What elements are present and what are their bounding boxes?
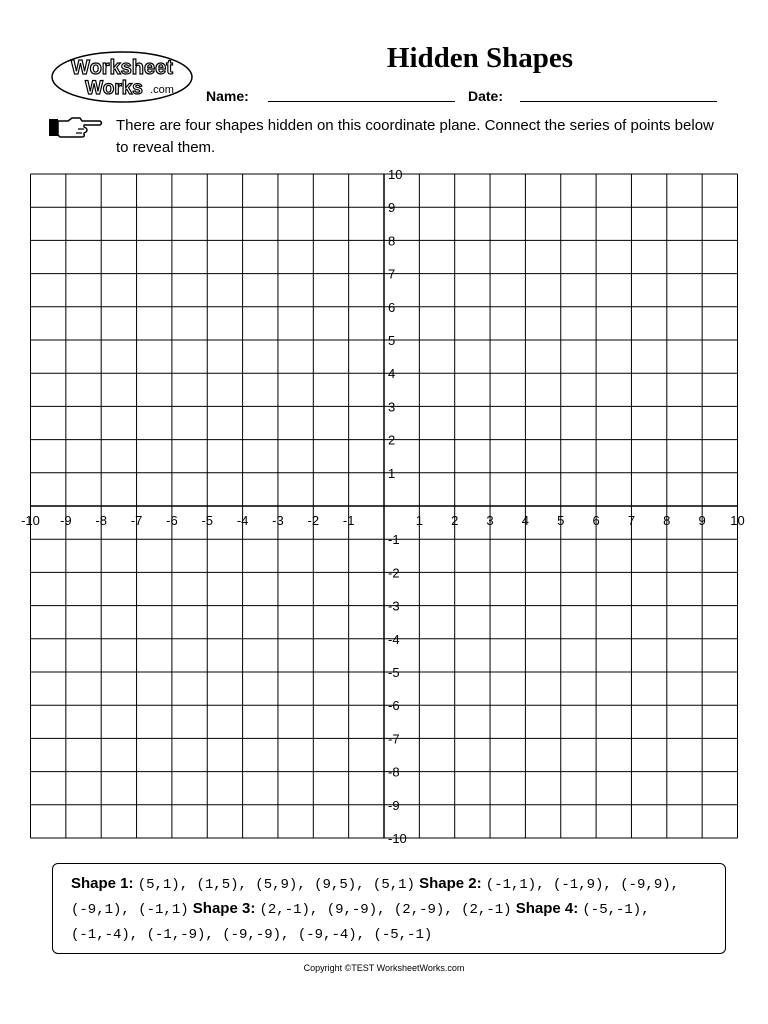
date-label: Date: — [468, 88, 504, 104]
x-tick-label: -8 — [95, 513, 107, 528]
x-tick-label: 7 — [627, 513, 636, 528]
x-tick-label: 10 — [730, 513, 745, 528]
y-tick-label: -7 — [388, 731, 400, 747]
y-tick-label: 8 — [388, 233, 396, 249]
shape-points: (2,-1), (9,-9), (2,-9), (2,-1) — [259, 902, 512, 918]
x-tick-label: 3 — [486, 513, 494, 528]
points-box — [52, 863, 726, 954]
logo-suffix: .com — [150, 84, 174, 96]
y-tick-label: -10 — [388, 831, 407, 846]
y-tick-label: 6 — [388, 299, 396, 315]
x-tick-label: -9 — [60, 513, 72, 528]
x-tick-label: 1 — [415, 513, 423, 528]
x-tick-label: -7 — [130, 513, 143, 528]
pointing-hand-icon — [48, 116, 104, 140]
x-tick-label: 8 — [663, 513, 671, 528]
y-tick-label: -4 — [388, 631, 400, 647]
y-tick-label: 10 — [388, 167, 403, 182]
shape-label: Shape 4: — [515, 900, 583, 917]
name-line — [268, 101, 455, 102]
name-label: Name: — [206, 88, 249, 104]
y-tick-label: 2 — [388, 432, 396, 448]
date-line — [520, 101, 717, 102]
y-tick-label: 1 — [388, 465, 396, 481]
y-tick-label: -3 — [388, 598, 400, 614]
y-tick-label: -5 — [388, 665, 400, 680]
y-tick-label: 9 — [388, 200, 396, 216]
shape-label: Shape 1: — [71, 875, 138, 892]
y-tick-label: 5 — [388, 333, 396, 348]
y-tick-label: -2 — [388, 565, 400, 581]
x-tick-label: 5 — [557, 513, 565, 528]
instructions-text: There are four shapes hidden on this coordinate plane. Connect the series of points below to reveal them. — [116, 117, 714, 156]
x-tick-label: -10 — [21, 513, 40, 528]
y-tick-label: -9 — [388, 797, 400, 813]
y-tick-label: -1 — [388, 532, 400, 548]
shape-label: Shape 2: — [419, 875, 486, 892]
logo-line2: Works — [85, 78, 143, 99]
svg-text:Works — [85, 78, 143, 99]
x-tick-label: 6 — [592, 513, 600, 528]
shape-points: (5,1), (1,5), (5,9), (9,5), (5,1) — [137, 877, 415, 893]
x-tick-label: -1 — [342, 513, 355, 528]
shape-points: (-1,1), (-1,9), (-9,9), (-9,1), (-1,1) — [71, 877, 680, 918]
page-title: Hidden Shapes — [386, 42, 574, 74]
y-tick-label: 4 — [388, 366, 396, 382]
copyright-text: Copyright ©TEST WorksheetWorks.com — [303, 963, 465, 973]
x-tick-label: 2 — [451, 513, 459, 528]
shape-points: (-5,-1), (-1,-4), (-1,-9), (-9,-9), (-9,-4), (-5,-1) — [71, 902, 650, 943]
x-tick-label: 4 — [521, 513, 530, 528]
x-tick-label: 9 — [698, 513, 706, 528]
worksheetworks-logo — [50, 50, 195, 104]
coordinate-grid — [0, 160, 768, 850]
x-tick-label: -4 — [236, 513, 249, 528]
y-tick-label: 7 — [388, 266, 396, 282]
x-tick-label: -3 — [272, 513, 284, 528]
shape-label: Shape 3: — [192, 900, 260, 917]
x-tick-label: -6 — [166, 513, 178, 528]
y-tick-label: 3 — [388, 399, 396, 415]
logo-line1: Worksheet — [71, 57, 173, 79]
y-tick-label: -6 — [388, 698, 400, 714]
x-tick-label: -2 — [307, 513, 320, 528]
y-tick-label: -8 — [388, 764, 400, 780]
x-tick-label: -5 — [201, 513, 214, 528]
